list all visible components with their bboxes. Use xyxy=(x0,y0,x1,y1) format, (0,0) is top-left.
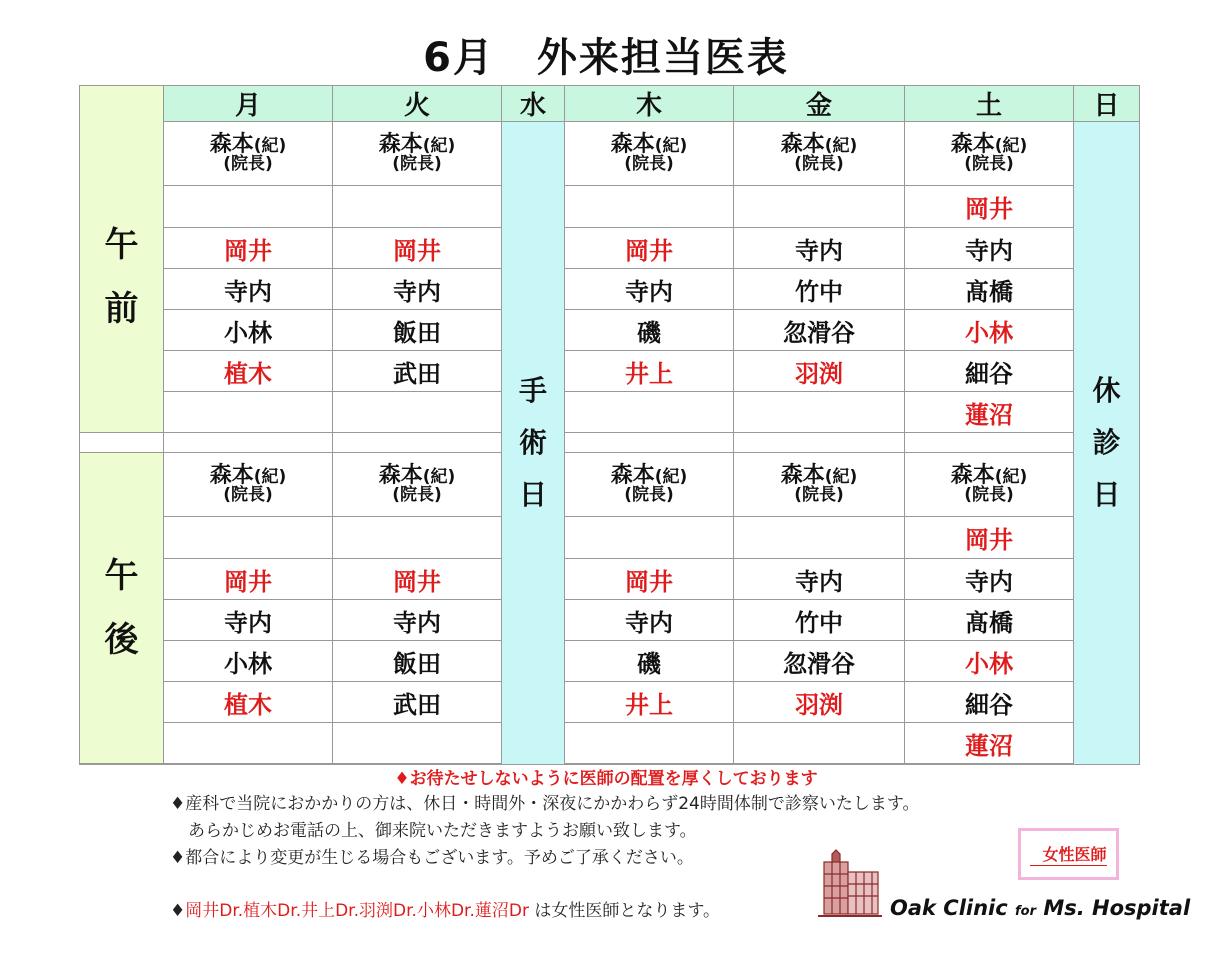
doctor-cell-pm-sat: 小林 xyxy=(905,641,1074,682)
head-doctor-mark: (紀) xyxy=(824,136,858,157)
doctor-cell-pm-sat: 蓮沼 xyxy=(905,723,1074,764)
doctor-cell-am-fri: 寺内 xyxy=(734,228,905,269)
doctor-cell-pm-thu xyxy=(565,723,734,764)
doctor-cell-pm-sat xyxy=(905,453,1074,517)
doctor-cell-am-tue: 寺内 xyxy=(333,269,502,310)
doctor-cell-am-thu xyxy=(565,392,734,433)
doctor-schedule-table xyxy=(79,85,1140,765)
doctor-cell-pm-tue: 岡井 xyxy=(333,559,502,600)
head-doctor-role: (院長) xyxy=(794,485,844,506)
doctor-cell-am-mon xyxy=(164,392,333,433)
head-doctor-name: 森本(紀) xyxy=(780,132,858,158)
band-char: 手 xyxy=(518,374,547,407)
doctor-cell-am-mon xyxy=(164,186,333,228)
head-doctor-role: (院長) xyxy=(624,485,674,506)
doctor-cell-pm-sat: 岡井 xyxy=(905,517,1074,559)
doctor-cell-pm-sat: 寺内 xyxy=(905,559,1074,600)
doctor-cell-pm-fri xyxy=(734,453,905,517)
day-header-mon: 月 xyxy=(164,85,333,122)
doctor-cell-am-thu: 磯 xyxy=(565,310,734,351)
doctor-cell-am-mon xyxy=(164,122,333,186)
sunday-closed-band xyxy=(1074,122,1140,765)
doctor-cell-am-sat xyxy=(905,122,1074,186)
doctor-cell-am-thu xyxy=(565,186,734,228)
doctor-cell-pm-mon xyxy=(164,453,333,517)
period-char: 前 xyxy=(104,289,139,329)
clinic-name xyxy=(890,896,1190,920)
band-char: 術 xyxy=(518,426,547,459)
head-doctor-name: 森本(紀) xyxy=(780,463,858,489)
doctor-cell-pm-thu: 井上 xyxy=(565,682,734,723)
doctor-cell-pm-tue: 寺内 xyxy=(333,600,502,641)
doctor-cell-pm-thu: 磯 xyxy=(565,641,734,682)
head-doctor-mark: (紀) xyxy=(994,467,1028,488)
head-doctor-mark: (紀) xyxy=(824,467,858,488)
doctor-cell-pm-mon: 岡井 xyxy=(164,559,333,600)
head-doctor-mark: (紀) xyxy=(994,136,1028,157)
head-doctor-mark: (紀) xyxy=(422,136,456,157)
doctor-cell-pm-mon xyxy=(164,723,333,764)
day-header-tue: 火 xyxy=(333,85,502,122)
note-line-4-bullet: ♦ xyxy=(170,901,186,921)
midday-gap xyxy=(565,433,734,453)
head-doctor-mark: (紀) xyxy=(654,467,688,488)
period-label-am xyxy=(79,122,164,433)
doctor-cell-pm-fri: 羽渕 xyxy=(734,682,905,723)
midday-gap xyxy=(905,433,1074,453)
note-line-3: ♦都合により変更が生じる場合もございます。予めご了承ください。 xyxy=(170,848,694,868)
midday-gap xyxy=(79,433,164,453)
head-doctor-mark: (紀) xyxy=(654,136,688,157)
day-header-fri: 金 xyxy=(734,85,905,122)
head-doctor-role: (院長) xyxy=(223,485,273,506)
band-char: 診 xyxy=(1092,426,1121,459)
doctor-cell-am-tue: 武田 xyxy=(333,351,502,392)
doctor-cell-am-mon: 小林 xyxy=(164,310,333,351)
head-doctor-name: 森本(紀) xyxy=(209,132,287,158)
head-doctor-role: (院長) xyxy=(794,154,844,175)
head-doctor-role: (院長) xyxy=(964,485,1014,506)
band-char: 日 xyxy=(518,478,547,511)
doctor-cell-am-thu: 寺内 xyxy=(565,269,734,310)
doctor-cell-am-sat: 細谷 xyxy=(905,351,1074,392)
doctor-cell-am-fri: 竹中 xyxy=(734,269,905,310)
doctor-cell-pm-thu xyxy=(565,453,734,517)
doctor-cell-am-sat: 小林 xyxy=(905,310,1074,351)
header-corner xyxy=(79,85,164,122)
head-doctor-role: (院長) xyxy=(624,154,674,175)
doctor-cell-pm-fri xyxy=(734,723,905,764)
doctor-cell-am-tue: 飯田 xyxy=(333,310,502,351)
doctor-cell-pm-tue: 飯田 xyxy=(333,641,502,682)
doctor-cell-am-sat: 髙橋 xyxy=(905,269,1074,310)
doctor-cell-pm-fri: 寺内 xyxy=(734,559,905,600)
day-header-wed: 水 xyxy=(502,85,565,122)
doctor-cell-pm-tue xyxy=(333,453,502,517)
doctor-cell-am-thu: 井上 xyxy=(565,351,734,392)
head-doctor-role: (院長) xyxy=(392,485,442,506)
note-line-2: あらかじめお電話の上、御来院いただきますようお願い致します。 xyxy=(188,821,697,841)
head-doctor-role: (院長) xyxy=(964,154,1014,175)
wednesday-surgery-band xyxy=(502,122,565,765)
doctor-cell-pm-sat: 細谷 xyxy=(905,682,1074,723)
head-doctor-mark: (紀) xyxy=(422,467,456,488)
doctor-cell-pm-fri: 忽滑谷 xyxy=(734,641,905,682)
doctor-cell-am-fri: 忽滑谷 xyxy=(734,310,905,351)
day-header-sat: 土 xyxy=(905,85,1074,122)
clinic-name-for: for xyxy=(1015,904,1037,919)
doctor-cell-am-sat: 蓮沼 xyxy=(905,392,1074,433)
doctor-cell-am-mon: 寺内 xyxy=(164,269,333,310)
midday-gap xyxy=(734,433,905,453)
doctor-cell-pm-tue xyxy=(333,517,502,559)
doctor-cell-am-mon: 植木 xyxy=(164,351,333,392)
head-doctor-mark: (紀) xyxy=(253,467,287,488)
doctor-cell-am-sat: 寺内 xyxy=(905,228,1074,269)
clinic-logo xyxy=(818,846,1191,922)
midday-gap xyxy=(164,433,333,453)
notice-red: ♦お待たせしないように医師の配置を厚くしております xyxy=(394,769,818,789)
doctor-cell-pm-mon: 寺内 xyxy=(164,600,333,641)
day-header-sun: 日 xyxy=(1074,85,1140,122)
doctor-cell-pm-fri xyxy=(734,517,905,559)
doctor-cell-am-tue xyxy=(333,122,502,186)
doctor-cell-am-tue xyxy=(333,392,502,433)
doctor-cell-pm-tue xyxy=(333,723,502,764)
clinic-name-tail: Ms. Hospital xyxy=(1036,896,1191,920)
period-char: 後 xyxy=(104,620,139,660)
doctor-cell-am-thu xyxy=(565,122,734,186)
head-doctor-name: 森本(紀) xyxy=(950,132,1028,158)
clinic-name-main: Oak Clinic xyxy=(890,896,1016,920)
doctor-cell-am-mon: 岡井 xyxy=(164,228,333,269)
day-header-thu: 木 xyxy=(565,85,734,122)
hospital-building-icon xyxy=(818,846,882,922)
doctor-cell-pm-thu: 寺内 xyxy=(565,600,734,641)
doctor-cell-pm-sat: 髙橋 xyxy=(905,600,1074,641)
period-label-pm xyxy=(79,453,164,764)
head-doctor-name: 森本(紀) xyxy=(209,463,287,489)
doctor-cell-pm-thu: 岡井 xyxy=(565,559,734,600)
doctor-cell-pm-mon xyxy=(164,517,333,559)
doctor-cell-am-fri xyxy=(734,392,905,433)
doctor-cell-am-sat: 岡井 xyxy=(905,186,1074,228)
head-doctor-role: (院長) xyxy=(223,154,273,175)
doctor-cell-pm-fri: 竹中 xyxy=(734,600,905,641)
band-char: 休 xyxy=(1092,374,1121,407)
midday-gap xyxy=(333,433,502,453)
legend-label: 女性医師 xyxy=(1030,842,1106,866)
doctor-cell-pm-mon: 植木 xyxy=(164,682,333,723)
band-char: 日 xyxy=(1092,478,1121,511)
note-line-4-suffix: は女性医師となります。 xyxy=(528,901,720,921)
head-doctor-name: 森本(紀) xyxy=(378,132,456,158)
female-doctor-names: 岡井Dr.植木Dr.井上Dr.羽渕Dr.小林Dr.蓮沼Dr xyxy=(185,901,529,921)
head-doctor-name: 森本(紀) xyxy=(378,463,456,489)
doctor-cell-pm-mon: 小林 xyxy=(164,641,333,682)
doctor-cell-am-tue xyxy=(333,186,502,228)
doctor-cell-pm-thu xyxy=(565,517,734,559)
doctor-cell-am-tue: 岡井 xyxy=(333,228,502,269)
period-char: 午 xyxy=(104,225,139,265)
page-title: 6月 外来担当医表 xyxy=(423,35,789,81)
head-doctor-name: 森本(紀) xyxy=(610,132,688,158)
period-char: 午 xyxy=(104,556,139,596)
doctor-cell-am-fri xyxy=(734,186,905,228)
note-line-1: ♦産科で当院におかかりの方は、休日・時間外・深夜にかかわらず24時間体制で診察いたします。 xyxy=(170,794,920,814)
head-doctor-role: (院長) xyxy=(392,154,442,175)
doctor-cell-am-fri: 羽渕 xyxy=(734,351,905,392)
doctor-cell-am-fri xyxy=(734,122,905,186)
head-doctor-name: 森本(紀) xyxy=(610,463,688,489)
head-doctor-name: 森本(紀) xyxy=(950,463,1028,489)
doctor-cell-am-thu: 岡井 xyxy=(565,228,734,269)
doctor-cell-pm-tue: 武田 xyxy=(333,682,502,723)
head-doctor-mark: (紀) xyxy=(253,136,287,157)
